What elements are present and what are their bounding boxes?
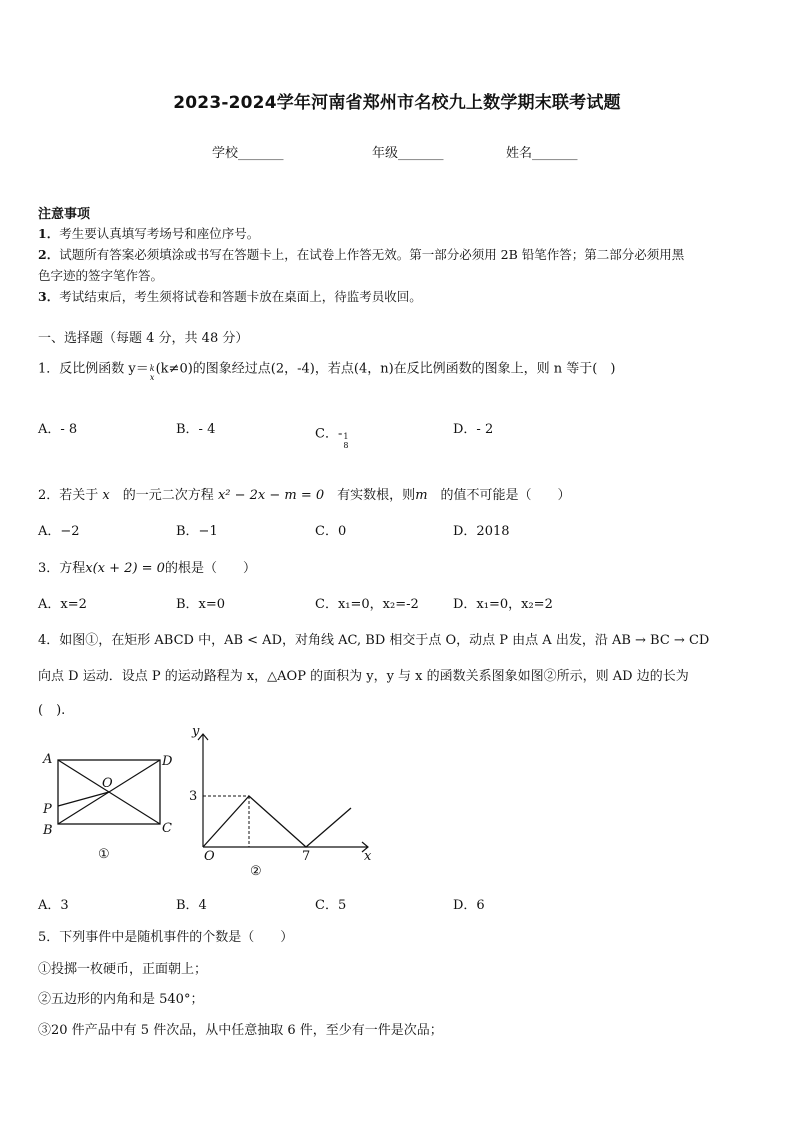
axis-label-x: x [364,849,372,864]
q2-option-d: D．2018 [453,524,510,539]
question-3: 3．方程x(x + 2) = 0的根是（ ） [38,561,256,576]
q4-option-a: A．3 [38,898,69,913]
tick-label-7: 7 [302,849,311,864]
name-field: 姓名_______ [506,146,578,161]
section-heading: 一、选择题（每题 4 分，共 48 分） [38,331,249,346]
label-b: B [43,823,53,838]
label-o: O [102,776,113,791]
q5-item-1: ①投掷一枚硬币，正面朝上； [38,962,208,977]
q4-option-b: B．4 [176,898,207,913]
figure-graph [176,720,386,880]
q2-option-a: A．−2 [38,524,80,539]
q4-option-c: C．5 [315,898,347,913]
tick-label-3: 3 [189,789,198,804]
question-4-line-3: ( ). [38,703,66,718]
q3-option-d: D．x₁=0，x₂=2 [453,597,553,612]
notes-heading: 注意事项 [38,207,91,222]
note-item: 色字迹的签字笔作答。 [38,268,164,283]
q3-option-b: B．x=0 [176,597,226,612]
function-graph-line [203,796,351,847]
fraction-k-over-x: k x [149,364,155,382]
q1-option-d: D．- 2 [453,422,494,437]
question-2: 2．若关于 x 的一元二次方程 x² − 2x − m = 0 有实数根，则m 的值不可能是（ ） [38,488,571,503]
q2-option-c: C．0 [315,524,347,539]
q1-option-c: C．- 1 8 [315,426,349,450]
q3-option-c: C．x₁=0，x₂=-2 [315,597,419,612]
q1-option-b: B．- 4 [176,422,216,437]
question-4-line-1: 4．如图①，在矩形 ABCD 中，AB < AD，对角线 AC, BD 相交于点 O，动点 P 由点 A 出发，沿 AB → BC → CD [38,633,710,648]
note-item: 2．试题所有答案必须填涂或书写在答题卡上，在试卷上作答无效。第一部分必须用 2B 铅笔作答；第二部分必须用黑 [38,247,685,262]
segment-po [58,792,109,806]
label-c: C [162,821,172,836]
page-title: 2023-2024学年河南省郑州市名校九上数学期末联考试题 [173,93,621,113]
label-p: P [43,802,52,817]
q5-item-3: ③20 件产品中有 5 件次品，从中任意抽取 6 件，至少有一件是次品； [38,1023,443,1038]
figure-2-caption: ② [250,864,262,879]
question-5: 5．下列事件中是随机事件的个数是（ ） [38,930,294,945]
grade-field: 年级_______ [372,146,444,161]
q5-item-2: ②五边形的内角和是 540°； [38,992,204,1007]
note-item: 3．考试结束后，考生须将试卷和答题卡放在桌面上，待监考员收回。 [38,289,422,304]
figure-1-caption: ① [98,847,110,862]
figure-rectangle [36,740,186,870]
axis-label-y: y [192,724,200,739]
q4-option-d: D．6 [453,898,485,913]
origin-label: O [204,849,215,864]
q2-option-b: B．−1 [176,524,218,539]
label-d: D [162,754,173,769]
question-4-line-2: 向点 D 运动．设点 P 的运动路程为 x，△AOP 的面积为 y，y 与 x 的函数关系图象如图②所示，则 AD 边的长为 [38,669,689,684]
label-a: A [43,752,53,767]
question-1: 1．反比例函数 y＝ k x (k≠0)的图象经过点(2，-4)，若点(4，n)在反比例函数的图象上，则 n 等于( ) [38,361,616,382]
note-item: 1．考生要认真填写考场号和座位序号。 [38,226,260,241]
school-field: 学校_______ [212,146,284,161]
q3-option-a: A．x=2 [38,597,87,612]
q1-option-a: A．- 8 [38,422,78,437]
